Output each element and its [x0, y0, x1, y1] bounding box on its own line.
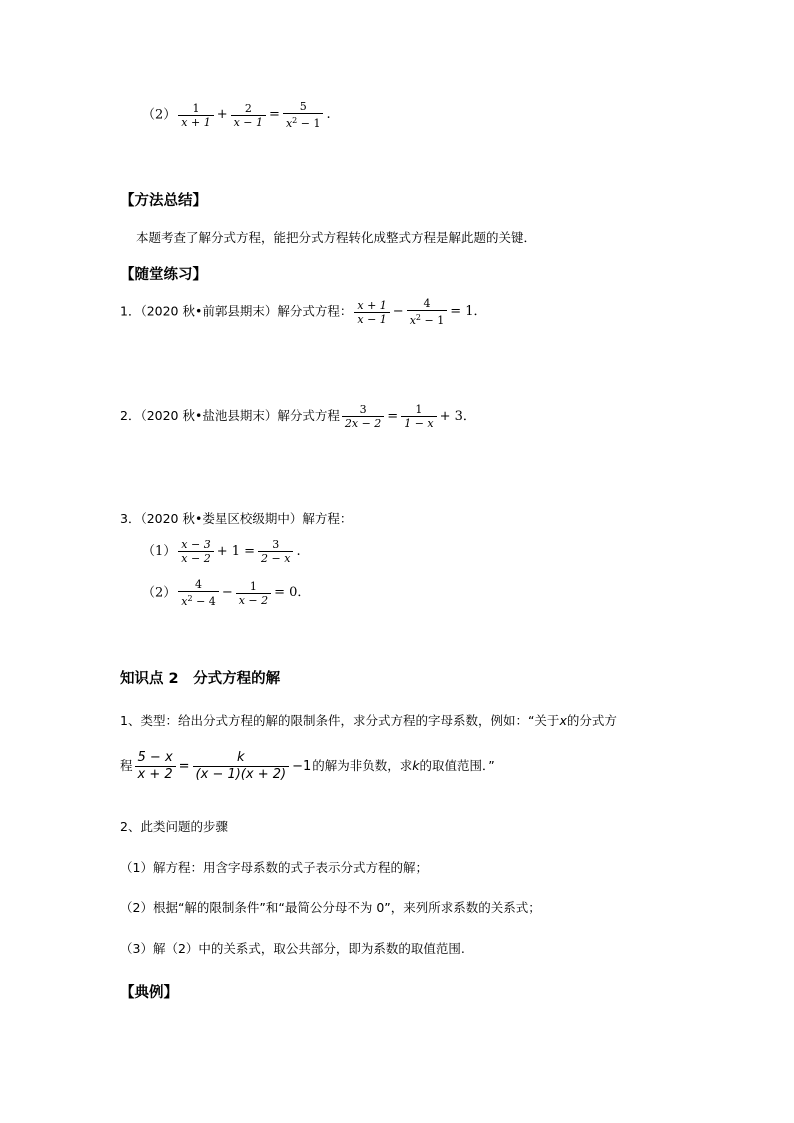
fraction: $\frac{5}{x^2 - 1}$ [283, 100, 324, 130]
kp2-item-1: 1、类型：给出分式方程的解的限制条件，求分式方程的字母系数，例如：“关于x的分式方 [120, 713, 617, 728]
question-3-part-1: （1） $\frac{x - 3}{x - 2}$ + 1 = $\frac{3}{2 - x}$ . [142, 538, 301, 565]
kp2-item-2: 2、此类问题的步骤 [120, 819, 228, 834]
question-3: 3．（2020 秋•娄星区校级期中）解方程： [120, 511, 353, 526]
practice-heading: 【随堂练习】 [120, 267, 207, 283]
question-2: 2．（2020 秋•盐池县期末）解分式方程 $\frac{3}{2x - 2}$ = $\frac{1}{1 - x}$ + 3． [120, 403, 476, 430]
fraction: $\frac{3}{2 - x}$ [258, 538, 293, 565]
kp2-step-1: （1）解方程：用含字母系数的式子表示分式方程的解； [120, 860, 428, 875]
fraction: $\frac{1}{1 - x}$ [401, 403, 436, 430]
question-1: 1．（2020 秋•前郭县期末）解分式方程： $\frac{x + 1}{x - 1}$ − $\frac{4}{x^2 - 1}$ = 1． [120, 297, 487, 327]
fraction: $\frac{x - 3}{x - 2}$ [178, 538, 213, 565]
question-3-part-2: （2） $\frac{4}{x^2 - 4}$ − $\frac{1}{x - 2}$ = 0． [142, 578, 311, 608]
kp2-equation: 程 $\frac{5 - x}{x + 2}$ = $\frac{k}{(x - 1)(x + 2)}$ −1的解为非负数，求k的取值范围．” [120, 750, 495, 782]
fraction: $\frac{x + 1}{x - 1}$ [354, 299, 389, 326]
equation-p2: （2） $\frac{1}{x + 1}$ + $\frac{2}{x - 1}$ = $\frac{5}{x^2 - 1}$ . [142, 100, 331, 130]
fraction: $\frac{3}{2x - 2}$ [342, 403, 384, 430]
kp2-step-2: （2）根据“解的限制条件”和“最简公分母不为 0”，来列所求系数的关系式； [120, 900, 541, 915]
fraction: $\frac{1}{x + 1}$ [178, 102, 213, 129]
equation-label: （2） [142, 107, 177, 123]
method-summary-heading: 【方法总结】 [120, 193, 207, 209]
fraction: $\frac{4}{x^2 - 1}$ [407, 297, 448, 327]
knowledge-point-2-title: 知识点 2 分式方程的解 [120, 671, 281, 687]
example-heading: 【典例】 [120, 985, 178, 1001]
fraction: $\frac{4}{x^2 - 4}$ [178, 578, 219, 608]
fraction: $\frac{5 - x}{x + 2}$ [135, 750, 176, 783]
fraction: $\frac{2}{x - 1}$ [231, 102, 266, 129]
fraction: $\frac{1}{x - 2}$ [236, 580, 271, 607]
fraction: $\frac{k}{(x - 1)(x + 2)}$ [193, 750, 290, 783]
kp2-step-3: （3）解（2）中的关系式，取公共部分，即为系数的取值范围. [120, 941, 465, 956]
method-summary-text: 本题考查了解分式方程，能把分式方程转化成整式方程是解此题的关键． [136, 230, 537, 245]
